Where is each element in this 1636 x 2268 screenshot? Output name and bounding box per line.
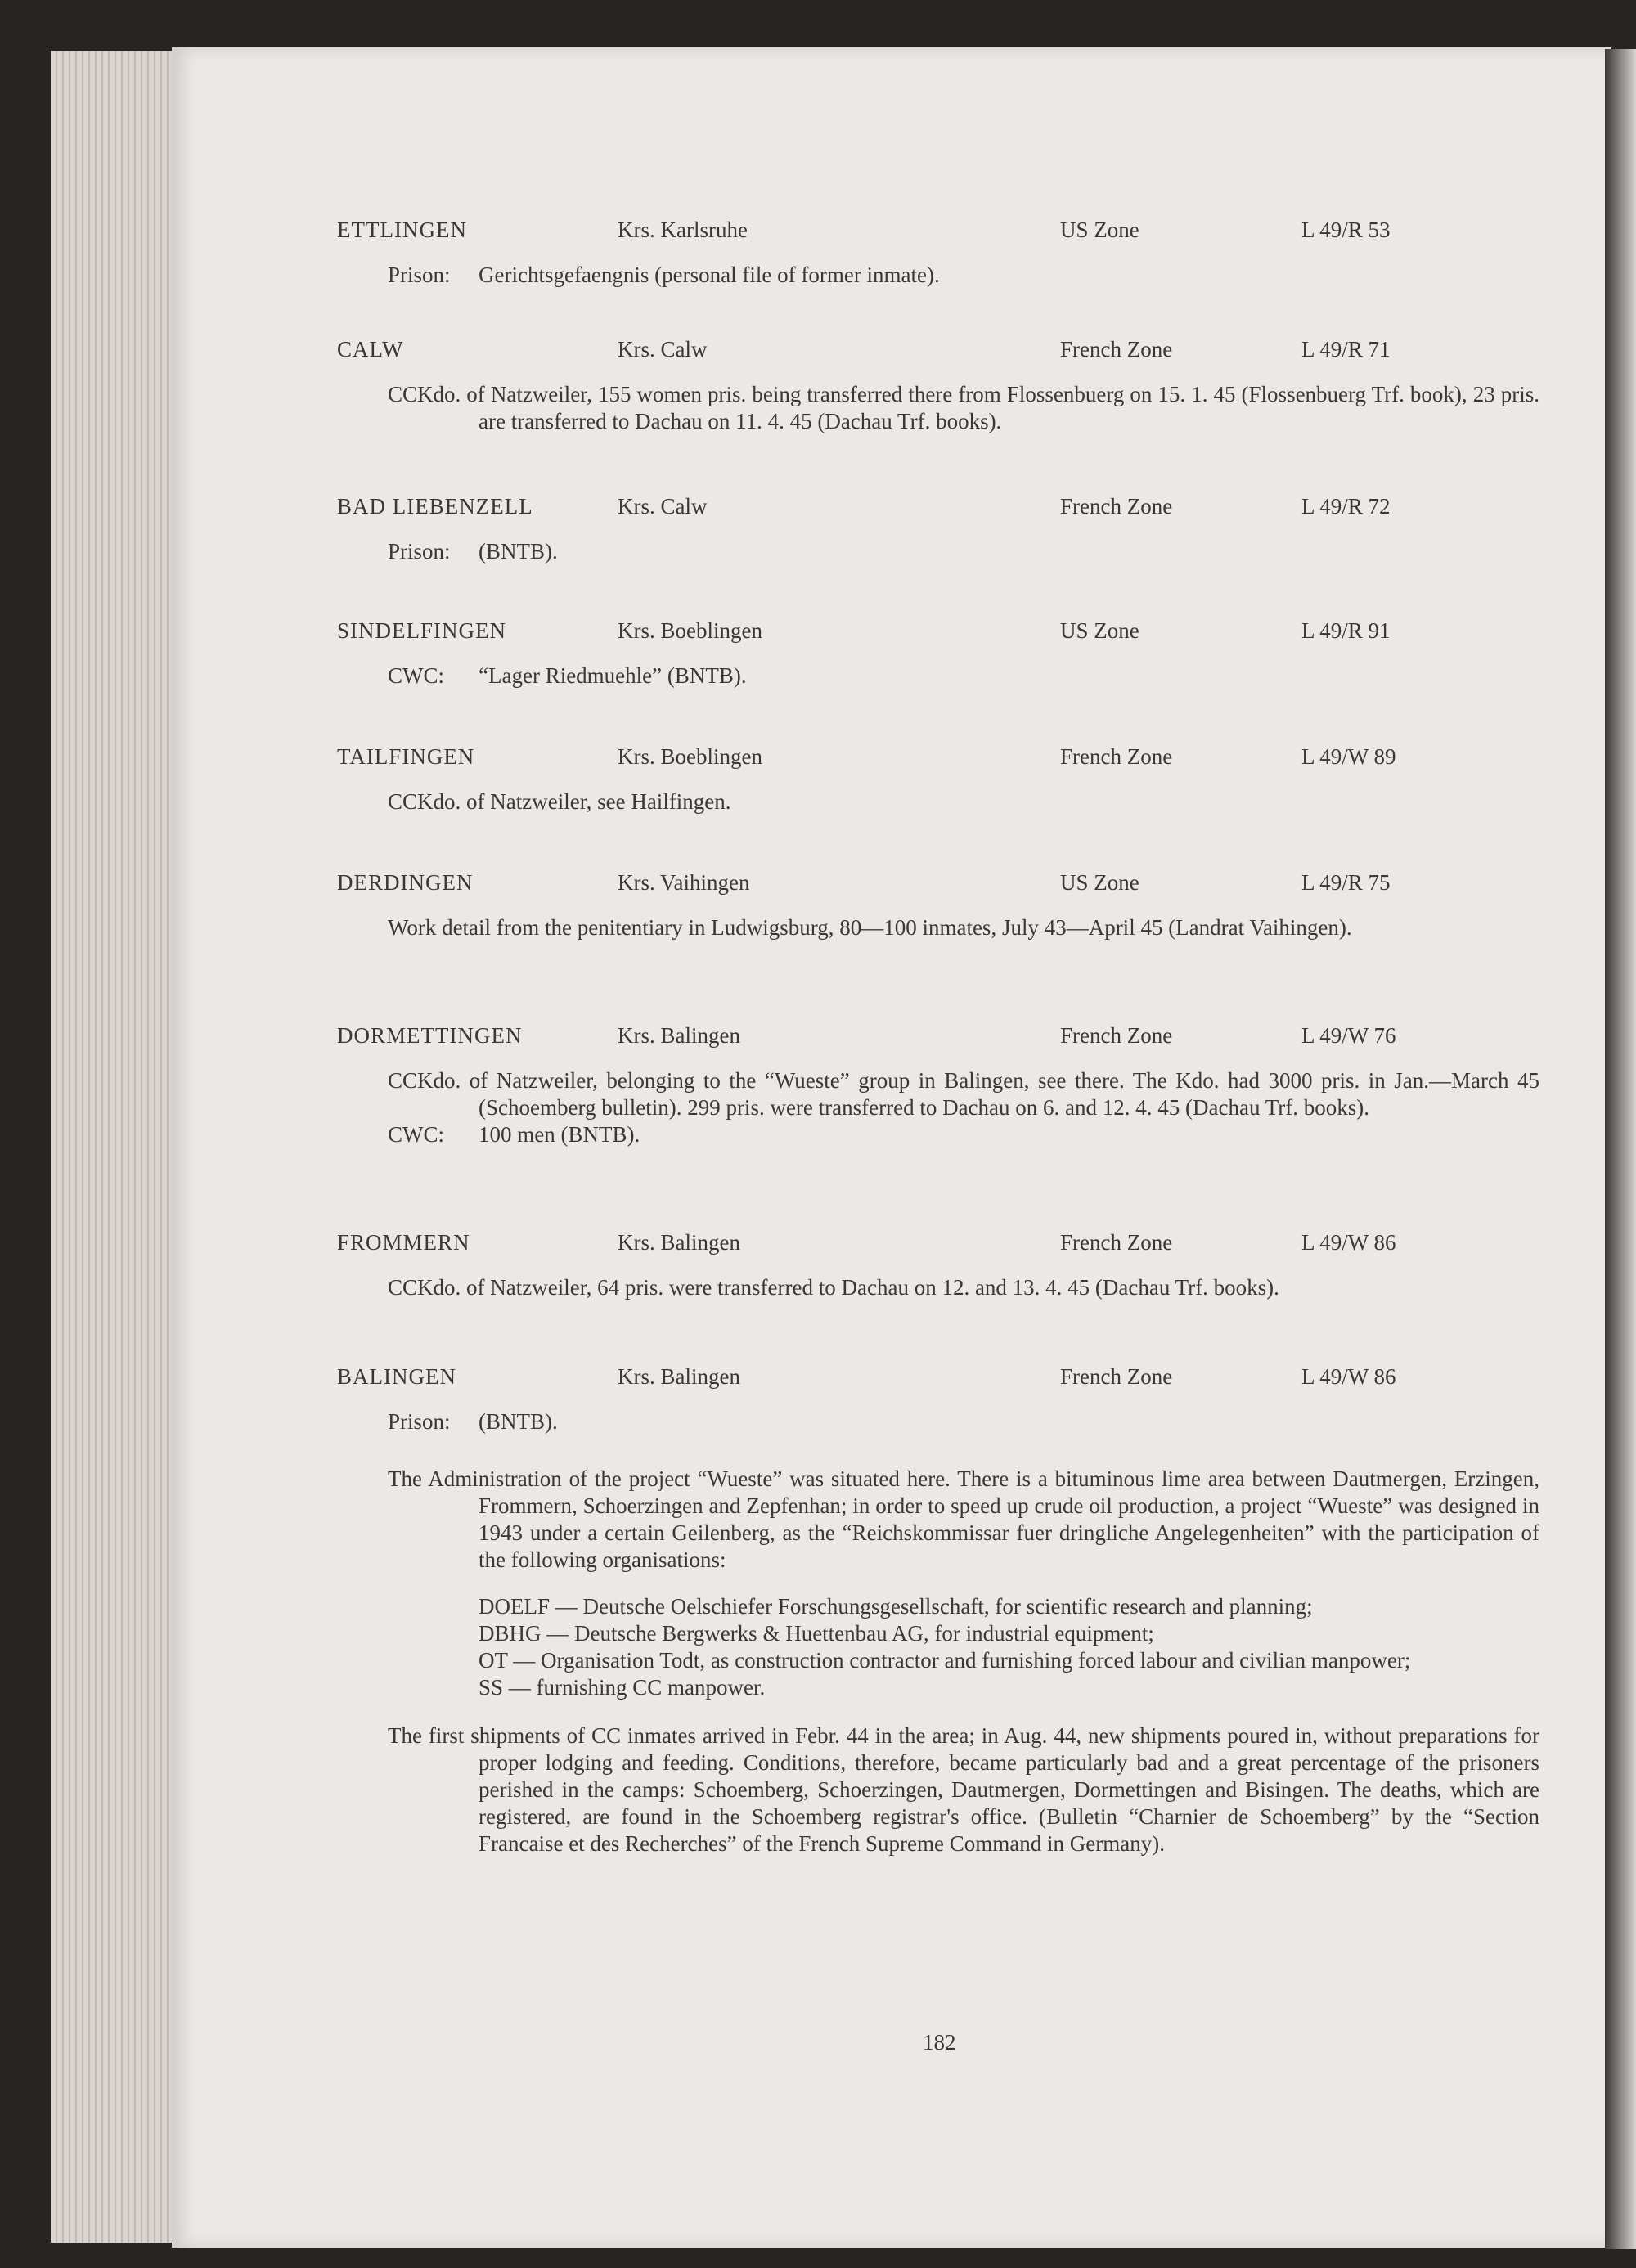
balingen-description: [337, 1454, 1539, 1857]
organisation-item: OT — Organisation Todt, as construction contractor and furnishing forced labour and civilian manpower;: [479, 1648, 1411, 1673]
entry-body: 100 men (BNTB).: [479, 1122, 640, 1147]
gazetteer-entry: [337, 1364, 1539, 1435]
zone: US Zone: [1060, 870, 1139, 895]
entry-label: CWC:: [388, 663, 445, 688]
entry-body: (BNTB).: [479, 1409, 558, 1434]
place-name: FROMMERN: [337, 1230, 470, 1255]
zone: US Zone: [1060, 618, 1139, 643]
place-name: SINDELFINGEN: [337, 618, 506, 643]
place-name: BAD LIEBENZELL: [337, 494, 533, 519]
district: Krs. Boeblingen: [618, 744, 762, 769]
map-code: L 49/W 76: [1301, 1023, 1396, 1048]
entry-text: [388, 1274, 1539, 1301]
map-code: L 49/W 86: [1301, 1364, 1396, 1389]
entry-header: [337, 218, 1539, 250]
zone: French Zone: [1060, 744, 1173, 769]
gazetteer-entry: [337, 1230, 1539, 1301]
entry-header: [337, 618, 1539, 651]
entry-text: [388, 1067, 1539, 1121]
gazetteer-entry: [337, 337, 1539, 435]
balingen-para-1: The Administration of the project “Wueste” was situated here. There is a bituminous lime area between Dautmergen, Erzingen, Frommern, Schoerzingen and Zepfenhan; in order to speed up crude oil production, a project “Wueste” was designed in 1943 under a certain Geilenberg, as the “Reichskommissar fuer dringliche Angelegenheiten” with the participation of the following organisations:: [388, 1466, 1539, 1572]
entry-label: Prison:: [388, 1409, 451, 1434]
district: Krs. Balingen: [618, 1023, 740, 1048]
gazetteer-entry: [337, 870, 1539, 941]
map-code: L 49/R 53: [1301, 218, 1391, 242]
map-code: L 49/W 89: [1301, 744, 1396, 769]
district: Krs. Karlsruhe: [618, 218, 748, 242]
entry-header: [337, 1023, 1539, 1056]
zone: French Zone: [1060, 494, 1173, 519]
gazetteer-entry: [337, 218, 1539, 289]
entry-text: [388, 662, 1539, 689]
entry-text: [388, 788, 1539, 815]
entry-label: Prison:: [388, 539, 451, 564]
entry-header: [337, 494, 1539, 527]
zone: French Zone: [1060, 1230, 1173, 1255]
book-spine: [1605, 49, 1636, 2249]
zone: French Zone: [1060, 1364, 1173, 1389]
gazetteer-entry: [337, 744, 1539, 815]
entry-label: Prison:: [388, 263, 451, 287]
map-code: L 49/R 75: [1301, 870, 1391, 895]
organisation-item: SS — furnishing CC manpower.: [479, 1675, 766, 1700]
district: Krs. Calw: [618, 494, 708, 519]
map-code: L 49/R 71: [1301, 337, 1391, 362]
entry-text: [388, 1121, 1539, 1148]
entry-text: [388, 538, 1539, 565]
entry-body: Work detail from the penitentiary in Ludwigsburg, 80—100 inmates, July 43—April 45 (Landrat Vaihingen).: [388, 915, 1352, 940]
balingen-para-2: The first shipments of CC inmates arrived in Febr. 44 in the area; in Aug. 44, new shipments poured in, without preparations for proper lodging and feeding. Conditions, therefore, became particularly bad and a great percentage of the prisoners perished in the camps: Schoemberg, Schoerzingen, Dautmergen, Dormettingen and Bisingen. The deaths, which are registered, are found in the Schoemberg registrar's office. (Bulletin “Charnier de Schoemberg” by the “Section Francaise et des Recherches” of the French Supreme Command in Germany).: [388, 1723, 1539, 1856]
map-code: L 49/W 86: [1301, 1230, 1396, 1255]
organisation-item: DOELF — Deutsche Oelschiefer Forschungsgesellschaft, for scientific research and planning;: [479, 1594, 1313, 1619]
entry-body: CCKdo. of Natzweiler, belonging to the “Wueste” group in Balingen, see there. The Kdo. had 3000 pris. in Jan.—March 45 (Schoemberg bulletin). 299 pris. were transferred to Dachau on 6. and 12. 4. 45 (Dachau Trf. books).: [388, 1068, 1539, 1120]
organisation-item: DBHG — Deutsche Bergwerks & Huettenbau AG, for industrial equipment;: [479, 1621, 1154, 1646]
entry-body: CCKdo. of Natzweiler, 64 pris. were transferred to Dachau on 12. and 13. 4. 45 (Dachau Trf. books).: [388, 1275, 1279, 1300]
entry-text: [388, 1408, 1539, 1435]
district: Krs. Vaihingen: [618, 870, 750, 895]
entry-header: [337, 1364, 1539, 1397]
page-edges: [51, 51, 190, 2243]
gazetteer-entry: [337, 1023, 1539, 1148]
place-name: DERDINGEN: [337, 870, 474, 895]
place-name: ETTLINGEN: [337, 218, 467, 242]
entry-label: CWC:: [388, 1122, 445, 1147]
entry-body: CCKdo. of Natzweiler, see Hailfingen.: [388, 789, 731, 814]
zone: US Zone: [1060, 218, 1139, 242]
map-code: L 49/R 72: [1301, 494, 1391, 519]
place-name: BALINGEN: [337, 1364, 456, 1389]
entry-header: [337, 1230, 1539, 1263]
zone: French Zone: [1060, 337, 1173, 362]
entry-body: (BNTB).: [479, 539, 558, 564]
entry-body: Gerichtsgefaengnis (personal file of former inmate).: [479, 263, 940, 287]
entry-text: [388, 262, 1539, 289]
place-name: DORMETTINGEN: [337, 1023, 523, 1048]
entry-header: [337, 870, 1539, 903]
place-name: TAILFINGEN: [337, 744, 475, 769]
entry-header: [337, 744, 1539, 777]
entry-text: [388, 914, 1539, 941]
gazetteer-entry: [337, 494, 1539, 565]
entry-header: [337, 337, 1539, 370]
entry-body: CCKdo. of Natzweiler, 155 women pris. being transferred there from Flossenbuerg on 15. 1. 45 (Flossenbuerg Trf. book), 23 pris. are transferred to Dachau on 11. 4. 45 (Dachau Trf. books).: [388, 382, 1539, 433]
district: Krs. Calw: [618, 337, 708, 362]
page-number: 182: [923, 2030, 956, 2055]
gazetteer-entry: [337, 618, 1539, 689]
zone: French Zone: [1060, 1023, 1173, 1048]
map-code: L 49/R 91: [1301, 618, 1391, 643]
organisation-list: [479, 1593, 1539, 1701]
district: Krs. Balingen: [618, 1230, 740, 1255]
entry-body: “Lager Riedmuehle” (BNTB).: [479, 663, 747, 688]
district: Krs. Balingen: [618, 1364, 740, 1389]
entry-text: [388, 381, 1539, 435]
district: Krs. Boeblingen: [618, 618, 762, 643]
place-name: CALW: [337, 337, 404, 362]
